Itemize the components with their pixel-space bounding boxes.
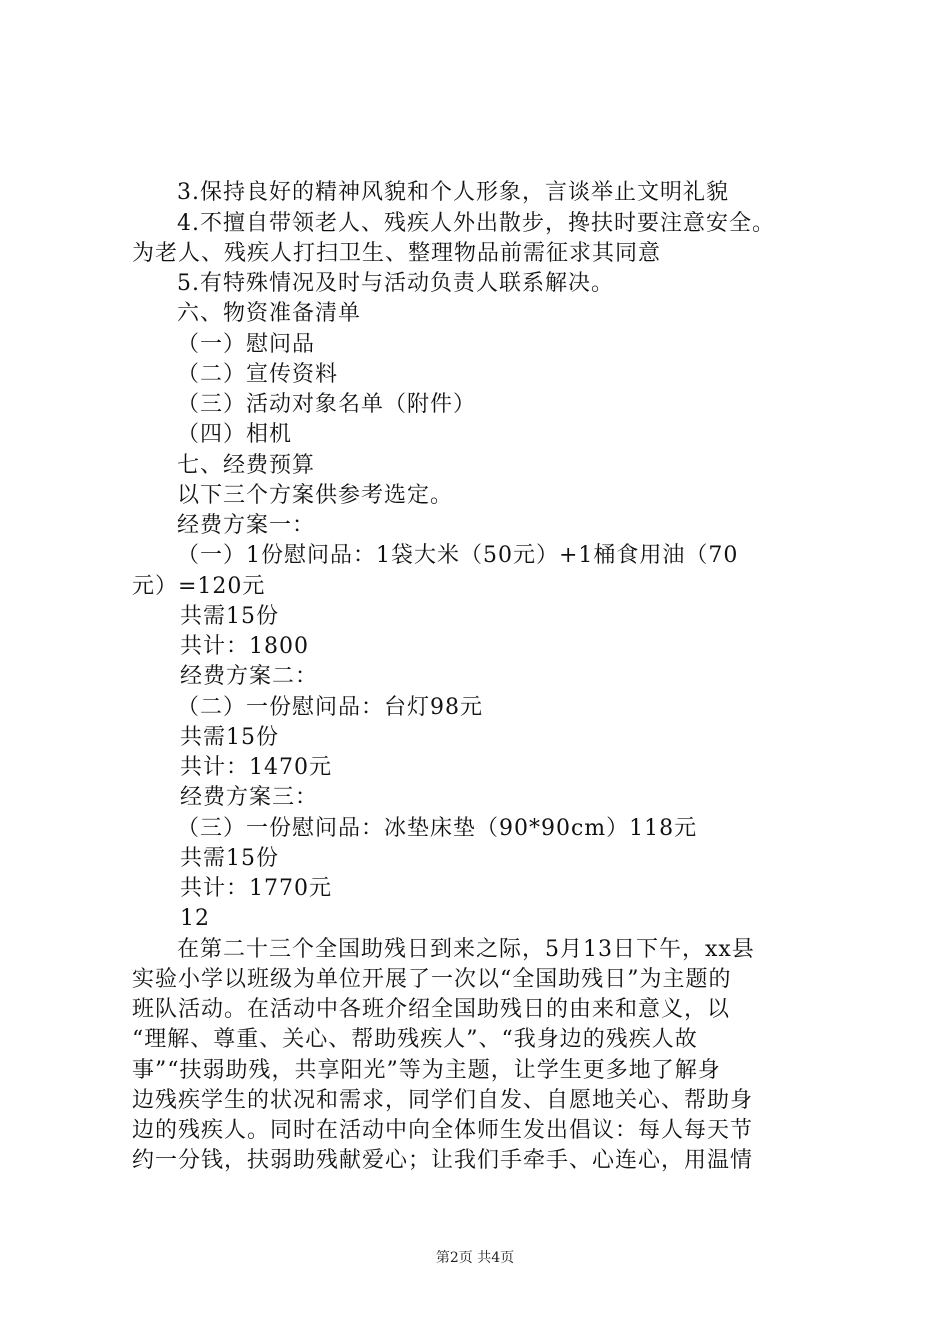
text-line: 为老人、残疾人打扫卫生、整理物品前需征求其同意 — [132, 241, 662, 266]
text-line: （一）慰问品 — [177, 332, 316, 357]
paragraph-line: 班队活动。在活动中各班介绍全国助残日的由来和意义，以 — [132, 997, 731, 1022]
text-line: （一）1份慰问品：1袋大米（50元）+1桶食用油（70 — [177, 543, 739, 568]
section-heading: 七、经费预算 — [177, 453, 316, 478]
text-line: 以下三个方案供参考选定。 — [177, 483, 454, 508]
text-line: （三）一份慰问品：冰垫床垫（90*90cm）118元 — [177, 816, 698, 841]
paragraph-line: 约一分钱，扶弱助残献爱心；让我们手牵手、心连心，用温情 — [132, 1148, 754, 1173]
paragraph-line: 边的残疾人。同时在活动中向全体师生发出倡议：每人每天节 — [132, 1118, 754, 1143]
text-line: 共计：1470元 — [180, 755, 332, 780]
paragraph-line: “理解、尊重、关心、帮助残疾人”、“我身边的残疾人故 — [132, 1027, 698, 1052]
text-line: 12 — [180, 906, 210, 931]
text-line: （四）相机 — [177, 422, 293, 447]
text-line: 共需15份 — [180, 604, 279, 629]
paragraph-line: 边残疾学生的状况和需求，同学们自发、自愿地关心、帮助身 — [132, 1088, 754, 1113]
text-line: 共需15份 — [180, 846, 279, 871]
text-line: 共计：1800 — [180, 634, 309, 659]
text-line: （二）一份慰问品：台灯98元 — [177, 695, 483, 720]
paragraph-line: 事”“扶弱助残，共享阳光”等为主题，让学生更多地了解身 — [132, 1058, 721, 1083]
text-line: （三）活动对象名单（附件） — [177, 392, 477, 417]
text-line: 经费方案三： — [180, 785, 319, 810]
paragraph-line: 在第二十三个全国助残日到来之际，5月13日下午，xx县 — [177, 937, 755, 962]
section-heading: 六、物资准备清单 — [177, 301, 362, 326]
text-line: 3.保持良好的精神风貌和个人形象，言谈举止文明礼貌 — [177, 180, 729, 205]
page-footer: 第2页 共4页 — [435, 1250, 515, 1266]
text-line: 共需15份 — [180, 725, 279, 750]
text-line: 经费方案一： — [177, 513, 316, 538]
text-line: 元）=120元 — [132, 574, 266, 599]
text-line: 经费方案二： — [180, 664, 319, 689]
text-line: 共计：1770元 — [180, 876, 332, 901]
text-line: （二）宣传资料 — [177, 362, 339, 387]
paragraph-line: 实验小学以班级为单位开展了一次以“全国助残日”为主题的 — [132, 967, 732, 992]
text-line: 4.不擅自带领老人、残疾人外出散步，搀扶时要注意安全。 — [177, 211, 775, 236]
text-line: 5.有特殊情况及时与活动负责人联系解决。 — [177, 271, 614, 296]
